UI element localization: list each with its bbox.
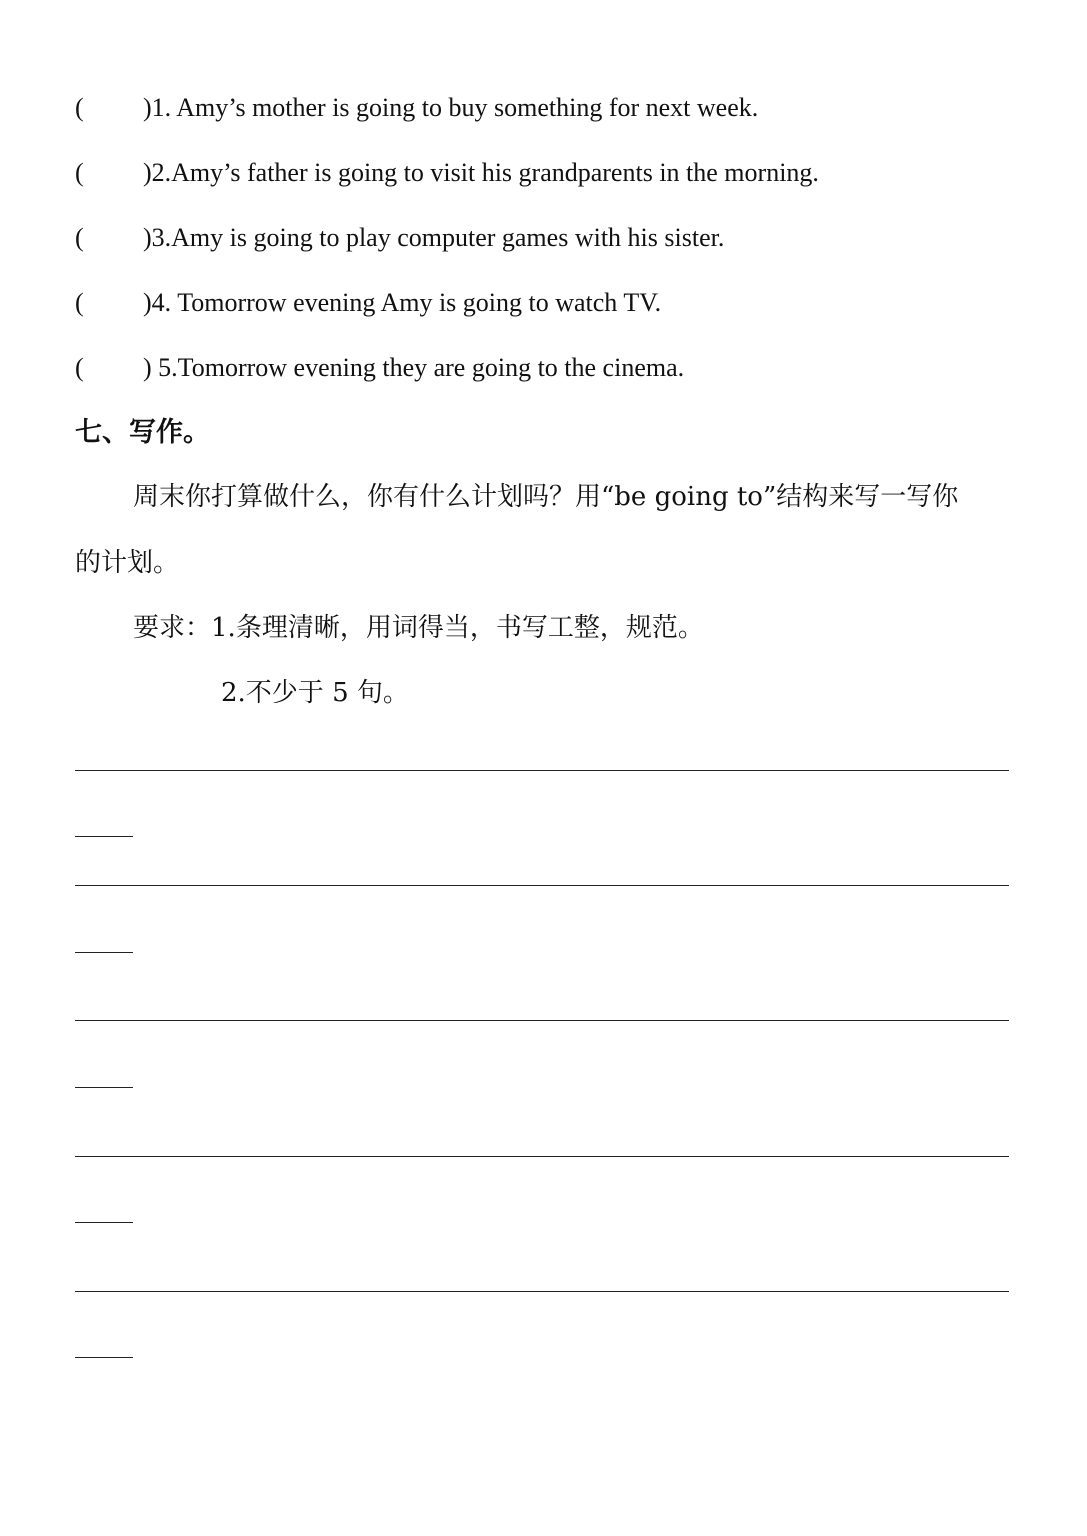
answer-blank-4[interactable]: ( <box>75 288 84 317</box>
tf-statement-1: )1. Amy’s mother is going to buy something for next week. <box>143 93 759 122</box>
answer-blank-2[interactable]: ( <box>75 158 84 187</box>
tf-statement-5: ) 5.Tomorrow evening they are going to the cinema. <box>143 353 685 382</box>
writing-prompt-line1: 周末你打算做什么，你有什么计划吗？用“be going to”结构来写一写你 <box>133 482 959 512</box>
requirements-line1 <box>133 612 704 644</box>
writing-line-2[interactable] <box>75 885 1009 886</box>
writing-line-1[interactable] <box>75 770 1009 771</box>
writing-line-4-cont[interactable] <box>75 1222 133 1223</box>
tf-statement-3: )3.Amy is going to play computer games with his sister. <box>143 223 725 252</box>
writing-line-4[interactable] <box>75 1156 1009 1157</box>
tf-item-2 <box>75 158 819 188</box>
tf-statement-2: )2.Amy’s father is going to visit his grandparents in the morning. <box>143 158 819 187</box>
answer-blank-5[interactable]: ( <box>75 353 84 382</box>
tf-statement-4: )4. Tomorrow evening Amy is going to watch TV. <box>143 288 662 317</box>
tf-item-5 <box>75 353 684 383</box>
writing-line-1-cont[interactable] <box>75 836 133 837</box>
writing-line-3-cont[interactable] <box>75 1087 133 1088</box>
writing-line-2-cont[interactable] <box>75 952 133 953</box>
answer-blank-1[interactable]: ( <box>75 93 84 122</box>
tf-item-1 <box>75 93 758 123</box>
requirement-2: 2.不少于 5 句。 <box>221 678 409 708</box>
requirements-label: 要求： <box>133 613 212 643</box>
answer-blank-3[interactable]: ( <box>75 223 84 252</box>
writing-line-5-cont[interactable] <box>75 1357 133 1358</box>
requirement-1: 1.条理清晰，用词得当，书写工整，规范。 <box>211 613 704 643</box>
writing-prompt-line2: 的计划。 <box>75 548 180 578</box>
writing-line-5[interactable] <box>75 1291 1009 1292</box>
tf-item-3 <box>75 223 724 253</box>
writing-line-3[interactable] <box>75 1020 1009 1021</box>
section-title-writing: 七、写作。 <box>75 417 210 448</box>
tf-item-4 <box>75 288 661 318</box>
